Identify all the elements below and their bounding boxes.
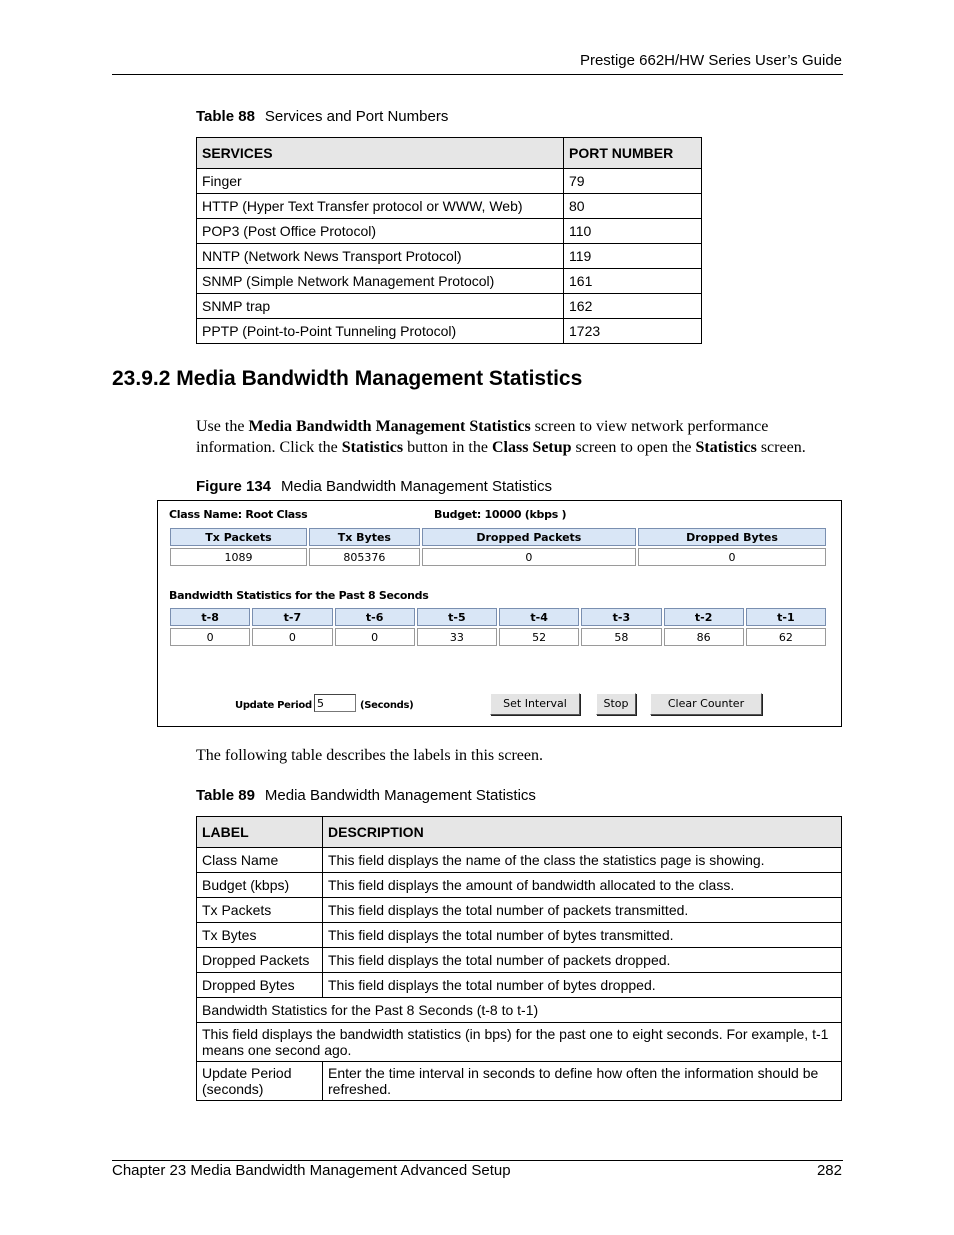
port-cell: 162	[564, 294, 702, 319]
dropped-packets-header: Dropped Packets	[422, 528, 636, 546]
description-cell: This field displays the name of the class the statistics page is showing.	[323, 848, 842, 873]
bw-value-t2: 86	[664, 628, 744, 646]
service-cell: Finger	[197, 169, 564, 194]
description-cell: This field displays the amount of bandwidth allocated to the class.	[323, 873, 842, 898]
stats-value-row	[170, 548, 826, 566]
services-table	[196, 137, 702, 344]
intro-bold-class-setup: Class Setup	[491, 439, 572, 456]
description-cell: Enter the time interval in seconds to define how often the information should be refreshed.	[323, 1062, 842, 1101]
bw-header-t7: t-7	[252, 608, 332, 626]
intro-text: screen to open the	[571, 439, 696, 456]
label-cell: Tx Packets	[197, 898, 323, 923]
dropped-packets-value: 0	[422, 548, 636, 566]
intro-bold-statistics-2: Statistics	[695, 439, 757, 456]
port-cell: 80	[564, 194, 702, 219]
footer-chapter: Chapter 23 Media Bandwidth Management Advanced Setup	[112, 1162, 511, 1179]
port-cell: 119	[564, 244, 702, 269]
table88-caption-number: Table 88	[196, 108, 255, 125]
table-header-row	[197, 817, 842, 848]
statistics-screenshot	[157, 500, 842, 727]
stats-header-row	[170, 528, 826, 546]
update-period-unit: (Seconds)	[360, 700, 414, 711]
bw-header-t5: t-5	[417, 608, 497, 626]
port-cell: 110	[564, 219, 702, 244]
update-period-input[interactable]: 5	[314, 694, 356, 712]
table88-caption	[196, 108, 448, 125]
bw-value-t7: 0	[252, 628, 332, 646]
label-cell: Budget (kbps)	[197, 873, 323, 898]
intro-text: screen.	[756, 439, 806, 456]
table-row	[197, 923, 842, 948]
stop-button[interactable]: Stop	[596, 693, 636, 715]
table89-caption	[196, 787, 536, 804]
intro-text: Use the	[196, 418, 249, 435]
bandwidth-stats-title: Bandwidth Statistics for the Past 8 Seconds	[169, 589, 429, 602]
labels-table	[196, 816, 842, 1101]
description-cell: This field displays the total number of packets dropped.	[323, 948, 842, 973]
dropped-bytes-header: Dropped Bytes	[638, 528, 826, 546]
intro-bold-statistics: Statistics	[341, 439, 404, 456]
bw-header-t3: t-3	[581, 608, 661, 626]
bw-value-t4: 52	[499, 628, 579, 646]
header-rule	[112, 74, 843, 75]
table89-caption-number: Table 89	[196, 787, 255, 804]
bw-header-row	[170, 608, 826, 626]
label-cell: Class Name	[197, 848, 323, 873]
label-cell: Dropped Bytes	[197, 973, 323, 998]
span-cell: Bandwidth Statistics for the Past 8 Seconds (t-8 to t-1)	[197, 998, 842, 1023]
intro-bold-screen: Media Bandwidth Management Statistics	[248, 418, 531, 435]
figure-caption-number: Figure 134	[196, 478, 272, 495]
bw-value-t8: 0	[170, 628, 250, 646]
bw-header-t2: t-2	[664, 608, 744, 626]
service-cell: HTTP (Hyper Text Transfer protocol or WWW, Web)	[197, 194, 564, 219]
table-row	[197, 973, 842, 998]
clear-counter-button[interactable]: Clear Counter	[650, 693, 762, 715]
bw-value-t3: 58	[581, 628, 661, 646]
class-name-label: Class Name: Root Class	[169, 508, 308, 521]
bw-header-t8: t-8	[170, 608, 250, 626]
bw-header-t1: t-1	[746, 608, 826, 626]
span-cell: This field displays the bandwidth statistics (in bps) for the past one to eight seconds. For example, t-1 means one second ago.	[197, 1023, 842, 1062]
table-row	[197, 319, 702, 344]
tx-bytes-value: 805376	[309, 548, 420, 566]
table-row	[197, 1062, 842, 1101]
section-heading: 23.9.2 Media Bandwidth Management Statistics	[112, 367, 583, 390]
following-paragraph: The following table describes the labels in this screen.	[196, 747, 544, 764]
description-cell: This field displays the total number of packets transmitted.	[323, 898, 842, 923]
table-row	[197, 898, 842, 923]
bw-value-row	[170, 628, 826, 646]
dropped-bytes-value: 0	[638, 548, 826, 566]
service-cell: POP3 (Post Office Protocol)	[197, 219, 564, 244]
bw-header-t4: t-4	[499, 608, 579, 626]
intro-text: screen to view network performance information. Click the	[196, 418, 769, 456]
service-cell: SNMP (Simple Network Management Protocol)	[197, 269, 564, 294]
set-interval-button[interactable]: Set Interval	[490, 693, 580, 715]
table-header-row	[197, 138, 702, 169]
intro-paragraph	[196, 416, 846, 458]
table88-caption-text: Services and Port Numbers	[264, 108, 449, 125]
table-span-row	[197, 1023, 842, 1062]
bw-header-t6: t-6	[335, 608, 415, 626]
table-row	[197, 294, 702, 319]
port-cell: 161	[564, 269, 702, 294]
description-cell: This field displays the total number of bytes transmitted.	[323, 923, 842, 948]
update-period-label: Update Period	[235, 700, 312, 711]
label-cell: Tx Bytes	[197, 923, 323, 948]
table-row	[197, 244, 702, 269]
column-header-port: PORT NUMBER	[564, 138, 702, 169]
page-header: Prestige 662H/HW Series User’s Guide	[579, 52, 842, 69]
table-row	[197, 948, 842, 973]
table-row	[197, 219, 702, 244]
table-row	[197, 269, 702, 294]
traffic-stats-table	[168, 526, 828, 568]
column-header-description: DESCRIPTION	[323, 817, 842, 848]
port-cell: 79	[564, 169, 702, 194]
bw-value-t5: 33	[417, 628, 497, 646]
table-row	[197, 848, 842, 873]
table-row	[197, 169, 702, 194]
figure-caption-text: Media Bandwidth Management Statistics	[281, 478, 553, 495]
service-cell: NNTP (Network News Transport Protocol)	[197, 244, 564, 269]
table-span-row	[197, 998, 842, 1023]
figure-caption	[196, 478, 552, 495]
footer-page-number: 282	[816, 1162, 842, 1179]
table-row	[197, 873, 842, 898]
column-header-services: SERVICES	[197, 138, 564, 169]
description-cell: This field displays the total number of bytes dropped.	[323, 973, 842, 998]
intro-text: button in the	[403, 439, 492, 456]
column-header-label: LABEL	[197, 817, 323, 848]
table-row	[197, 194, 702, 219]
port-cell: 1723	[564, 319, 702, 344]
tx-packets-value: 1089	[170, 548, 307, 566]
tx-bytes-header: Tx Bytes	[309, 528, 420, 546]
service-cell: PPTP (Point-to-Point Tunneling Protocol)	[197, 319, 564, 344]
label-cell: Dropped Packets	[197, 948, 323, 973]
table89-caption-text: Media Bandwidth Management Statistics	[264, 787, 536, 804]
budget-label: Budget: 10000 (kbps )	[434, 508, 567, 521]
bw-value-t6: 0	[335, 628, 415, 646]
service-cell: SNMP trap	[197, 294, 564, 319]
footer-rule	[112, 1160, 843, 1161]
tx-packets-header: Tx Packets	[170, 528, 307, 546]
bandwidth-stats-table	[168, 606, 828, 648]
bw-value-t1: 62	[746, 628, 826, 646]
label-cell: Update Period (seconds)	[197, 1062, 323, 1101]
